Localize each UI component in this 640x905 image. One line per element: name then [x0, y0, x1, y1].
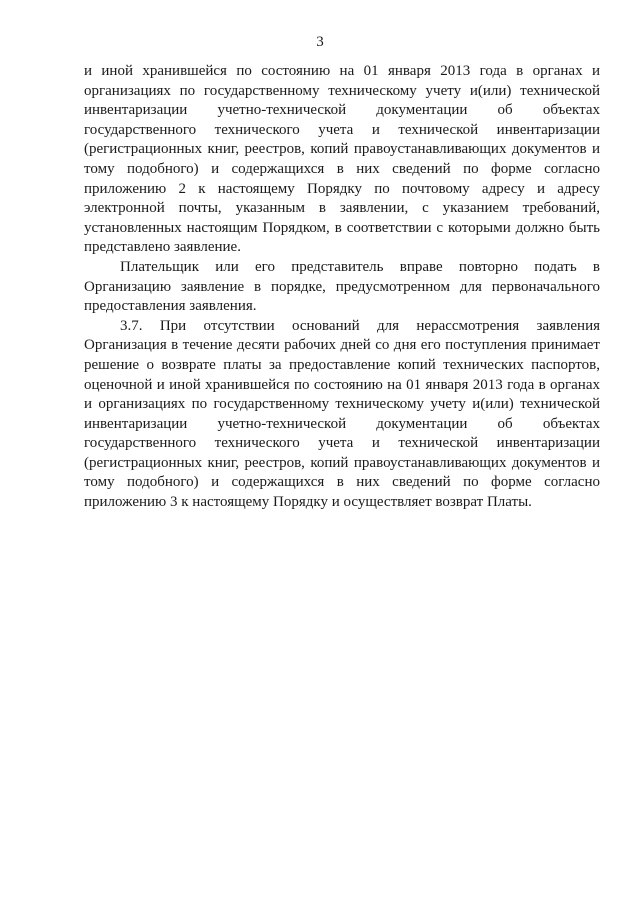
paragraph-3-7: 3.7. При отсутствии оснований для нерассмотрения заявления Организация в течение десяти рабочих дней со дня его поступления принимает решение о возврате платы за предоставление копий технических паспортов, оценочной и иной хранившейся по состоянию на 01 января 2013 года в органах и организациях по государственному техническому учету и(или) технической инвентаризации учетно-технической документации об объектах государственного технического учета и технической инвентаризации (регистрационных книг, реестров, копий правоустанавливающих документов и тому подобного) и содержащихся в них сведений по форме согласно приложению 3 к настоящему Порядку и осуществляет возврат Платы. [84, 317, 600, 511]
paragraph-resubmission: Плательщик или его представитель вправе повторно подать в Организацию заявление в порядке, предусмотренном для первоначального предоставления заявления. [84, 258, 600, 315]
paragraph-continuation: и иной хранившейся по состоянию на 01 января 2013 года в органах и организациях по государственному техническому учету и(или) технической инвентаризации учетно-технической документации об объектах государственного технического учета и технической инвентаризации (регистрационных книг, реестров, копий правоустанавливающих документов и тому подобного) и содержащихся в них сведений по форме согласно приложению 2 к настоящему Порядку по почтовому адресу и адресу электронной почты, указанным в заявлении, с указанием требований, установленных настоящим Порядком, в соответствии с которыми должно быть представлено заявление. [84, 63, 600, 256]
page-number: 3 [316, 34, 324, 50]
document-body [84, 62, 600, 513]
